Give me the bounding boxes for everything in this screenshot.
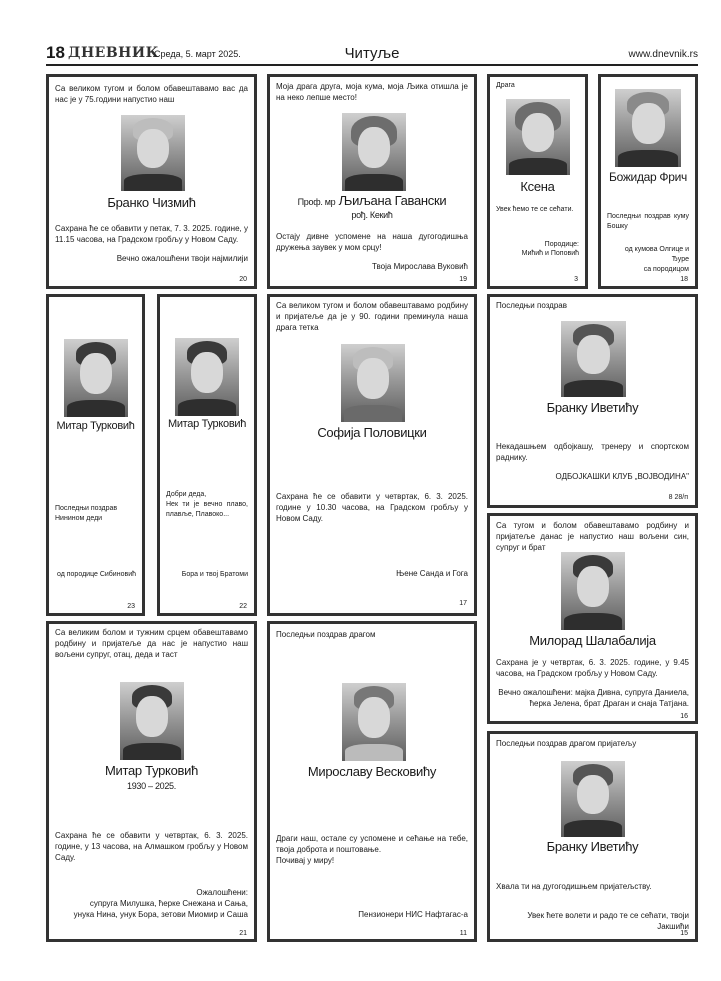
header-divider	[46, 64, 698, 66]
notice-intro: Са тугом и болом обавештавамо родбину и пријатеље данас је напустио наш вољени син, супруг и брат	[496, 521, 689, 552]
signature-line: Вечно ожалошћени: мајка Дивна, супруга Даниела,	[498, 688, 689, 697]
deceased-name: Љиљана Гавански	[338, 193, 447, 208]
notice-signature: Вечно ожалошћени твоји најмилији	[116, 254, 248, 263]
obituary-notice	[487, 731, 698, 942]
notice-number: 8 28/п	[668, 494, 688, 501]
deceased-name: Милорад Шалабалија	[529, 633, 656, 648]
portrait-photo	[175, 338, 239, 416]
portrait-photo	[615, 89, 681, 167]
portrait-photo	[342, 683, 406, 761]
issue-date: Среда, 5. март 2025.	[154, 49, 241, 59]
obituary-notice	[267, 621, 477, 942]
portrait-photo	[506, 99, 570, 175]
signature-line: Породице:	[544, 241, 579, 248]
notice-signature	[496, 240, 579, 258]
deceased-name: Ксена	[520, 179, 555, 194]
notice-signature	[55, 887, 248, 920]
signature-line: Ожалошћени:	[196, 888, 248, 897]
deceased-name-line	[270, 193, 474, 208]
section-title: Читуље	[344, 45, 400, 62]
deceased-name: Митар Турковић	[56, 420, 135, 432]
notice-body: Последњи поздрав куму Бошку	[607, 213, 689, 230]
notice-body: Сахрана ће се обавити у четвртак, 6. 3. 2025. године, у 13 часова, на Алмашком гробљу у Новом Саду.	[55, 831, 248, 862]
obituary-notice	[267, 74, 477, 289]
notice-intro: Са великом тугом и болом обавештавамо вас да нас је у 75.години напустио наш	[55, 84, 248, 104]
page-header	[46, 44, 698, 64]
notice-body: Последњи поздрав Нинином деди	[55, 505, 118, 522]
body-line: Почивај у миру!	[276, 856, 335, 865]
portrait-photo	[561, 761, 625, 837]
body-line: Добри дедa,	[166, 491, 207, 498]
notice-body: Остају дивне успомене на наша дугогодишња дружења заувек у мом срцу!	[276, 232, 468, 252]
notice-signature: Бора и твој Братоми	[181, 571, 248, 578]
notice-intro: Последњи поздрав	[496, 301, 567, 310]
notice-body: Хвала ти на дугогодишњем пријатељству.	[496, 882, 652, 891]
notice-signature: од породице Сибиновић	[56, 571, 136, 578]
notice-signature	[607, 245, 689, 275]
signature-line: од кумова Олгице и Ђуре	[624, 246, 689, 263]
signature-line: супруга Милушка, ћерке Снежана и Сања,	[89, 899, 248, 908]
notice-body: Сахрана је у четвртак, 6. 3. 2025. године, у 9.45 часова, на Градском гробљу у Новом Саду.	[496, 658, 689, 678]
deceased-name: Божидар Фрич	[609, 170, 687, 184]
notice-signature: Њене Санда и Гога	[396, 569, 468, 578]
notice-body: Некадашњем одбојкашу, тренеру и спортском раднику.	[496, 442, 689, 462]
portrait-photo	[341, 344, 405, 422]
notice-number: 15	[680, 930, 688, 937]
deceased-name: Мирославу Весковићу	[307, 764, 437, 779]
notice-intro: Последњи поздрав драгом пријатељу	[496, 739, 637, 748]
deceased-name: Бранку Иветићу	[546, 400, 639, 415]
notice-signature: Пензионери НИС Нафтагас-а	[358, 910, 468, 919]
obituary-notice	[46, 294, 145, 616]
notice-number: 22	[239, 603, 247, 610]
signature-line: Мићић и Поповић	[521, 250, 579, 257]
name-prefix: Проф. мр	[297, 197, 336, 207]
notice-intro: Драга	[496, 82, 515, 89]
body-line: Драги наш, остале су успомене и сећање на тебе, твоја доброта и поштовање.	[276, 834, 468, 854]
portrait-photo	[561, 321, 626, 397]
maiden-name: рођ. Кекић	[351, 210, 393, 220]
portrait-photo	[342, 113, 406, 191]
deceased-name: Митар Турковић	[104, 763, 199, 778]
notice-number: 11	[459, 930, 467, 937]
portrait-photo	[561, 552, 625, 630]
obituary-notice	[46, 74, 257, 289]
notice-body: Сахрана ће се обавити у четвртак, 6. 3. 2025. године у 10.30 часова, на Градском гробљу у Новом Саду.	[276, 492, 468, 523]
notice-intro: Моја драга друга, моја кума, моја Љика отишла је на неко лепше место!	[276, 82, 468, 102]
notice-number: 18	[680, 276, 688, 283]
body-line: Нек ти је вечно плаво, плавље, Плавоко...	[166, 501, 248, 518]
obituary-notice	[487, 513, 698, 724]
notice-number: 20	[239, 276, 247, 283]
obituary-notice	[487, 294, 698, 508]
signature-line: ћерка Јелена, брат Драган и снаја Татјана.	[529, 699, 689, 708]
obituary-notice	[267, 294, 477, 616]
notice-signature: Твоја Мирослава Вуковић	[371, 262, 468, 271]
notice-body: Сахрана ће се обавити у петак, 7. 3. 2025. године, у 11.15 часова, на Градском гробљу у Новом Саду.	[55, 224, 248, 244]
notice-body	[166, 490, 248, 520]
notice-body: Увек ћемо те се сећати.	[496, 206, 574, 213]
notice-signature: ОДБОЈКАШКИ КЛУБ „ВОЈВОДИНА"	[555, 472, 689, 481]
obituary-notice	[46, 621, 257, 942]
website-link[interactable]: www.dnevnik.rs	[628, 49, 698, 60]
obituary-notice	[598, 74, 698, 289]
portrait-photo	[120, 682, 184, 760]
notice-number: 19	[459, 276, 467, 283]
notice-number: 3	[574, 276, 578, 283]
notice-number: 23	[127, 603, 135, 610]
portrait-photo	[64, 339, 128, 417]
notice-number: 17	[459, 600, 467, 607]
obituary-notice	[157, 294, 257, 616]
notice-signature: Увек ћете волети и радо те се сећати, твоји Јакшићи	[527, 911, 689, 931]
portrait-photo	[121, 115, 185, 191]
newspaper-logo: ДНЕВНИК	[68, 45, 159, 61]
notice-body	[276, 833, 468, 866]
notice-signature	[496, 687, 689, 709]
notice-intro: Са великом тугом и болом обавештавамо родбину и пријатеље да је у 90. години преминула наша драга тетка	[276, 301, 468, 332]
signature-line: унука Нина, унук Бора, зетови Миомир и Саша	[73, 910, 248, 919]
deceased-name: Софија Половицки	[317, 425, 427, 440]
deceased-name: Митар Турковић	[167, 418, 247, 430]
notice-intro: Последњи поздрав драгом	[276, 630, 376, 639]
page-number: 18	[46, 43, 65, 62]
notice-intro: Са великим болом и тужним срцем обавештавамо родбину и пријатеље да нас је напустио наш вољени супруг, отац, деда и таст	[55, 628, 248, 659]
signature-line: са породицом	[643, 266, 689, 273]
obituary-notice	[487, 74, 588, 289]
deceased-name: Бранко Чизмић	[107, 195, 196, 210]
notice-number: 16	[680, 713, 688, 720]
notice-number: 21	[239, 930, 247, 937]
life-years: 1930 – 2025.	[127, 781, 176, 791]
deceased-name: Бранку Иветићу	[546, 839, 639, 854]
